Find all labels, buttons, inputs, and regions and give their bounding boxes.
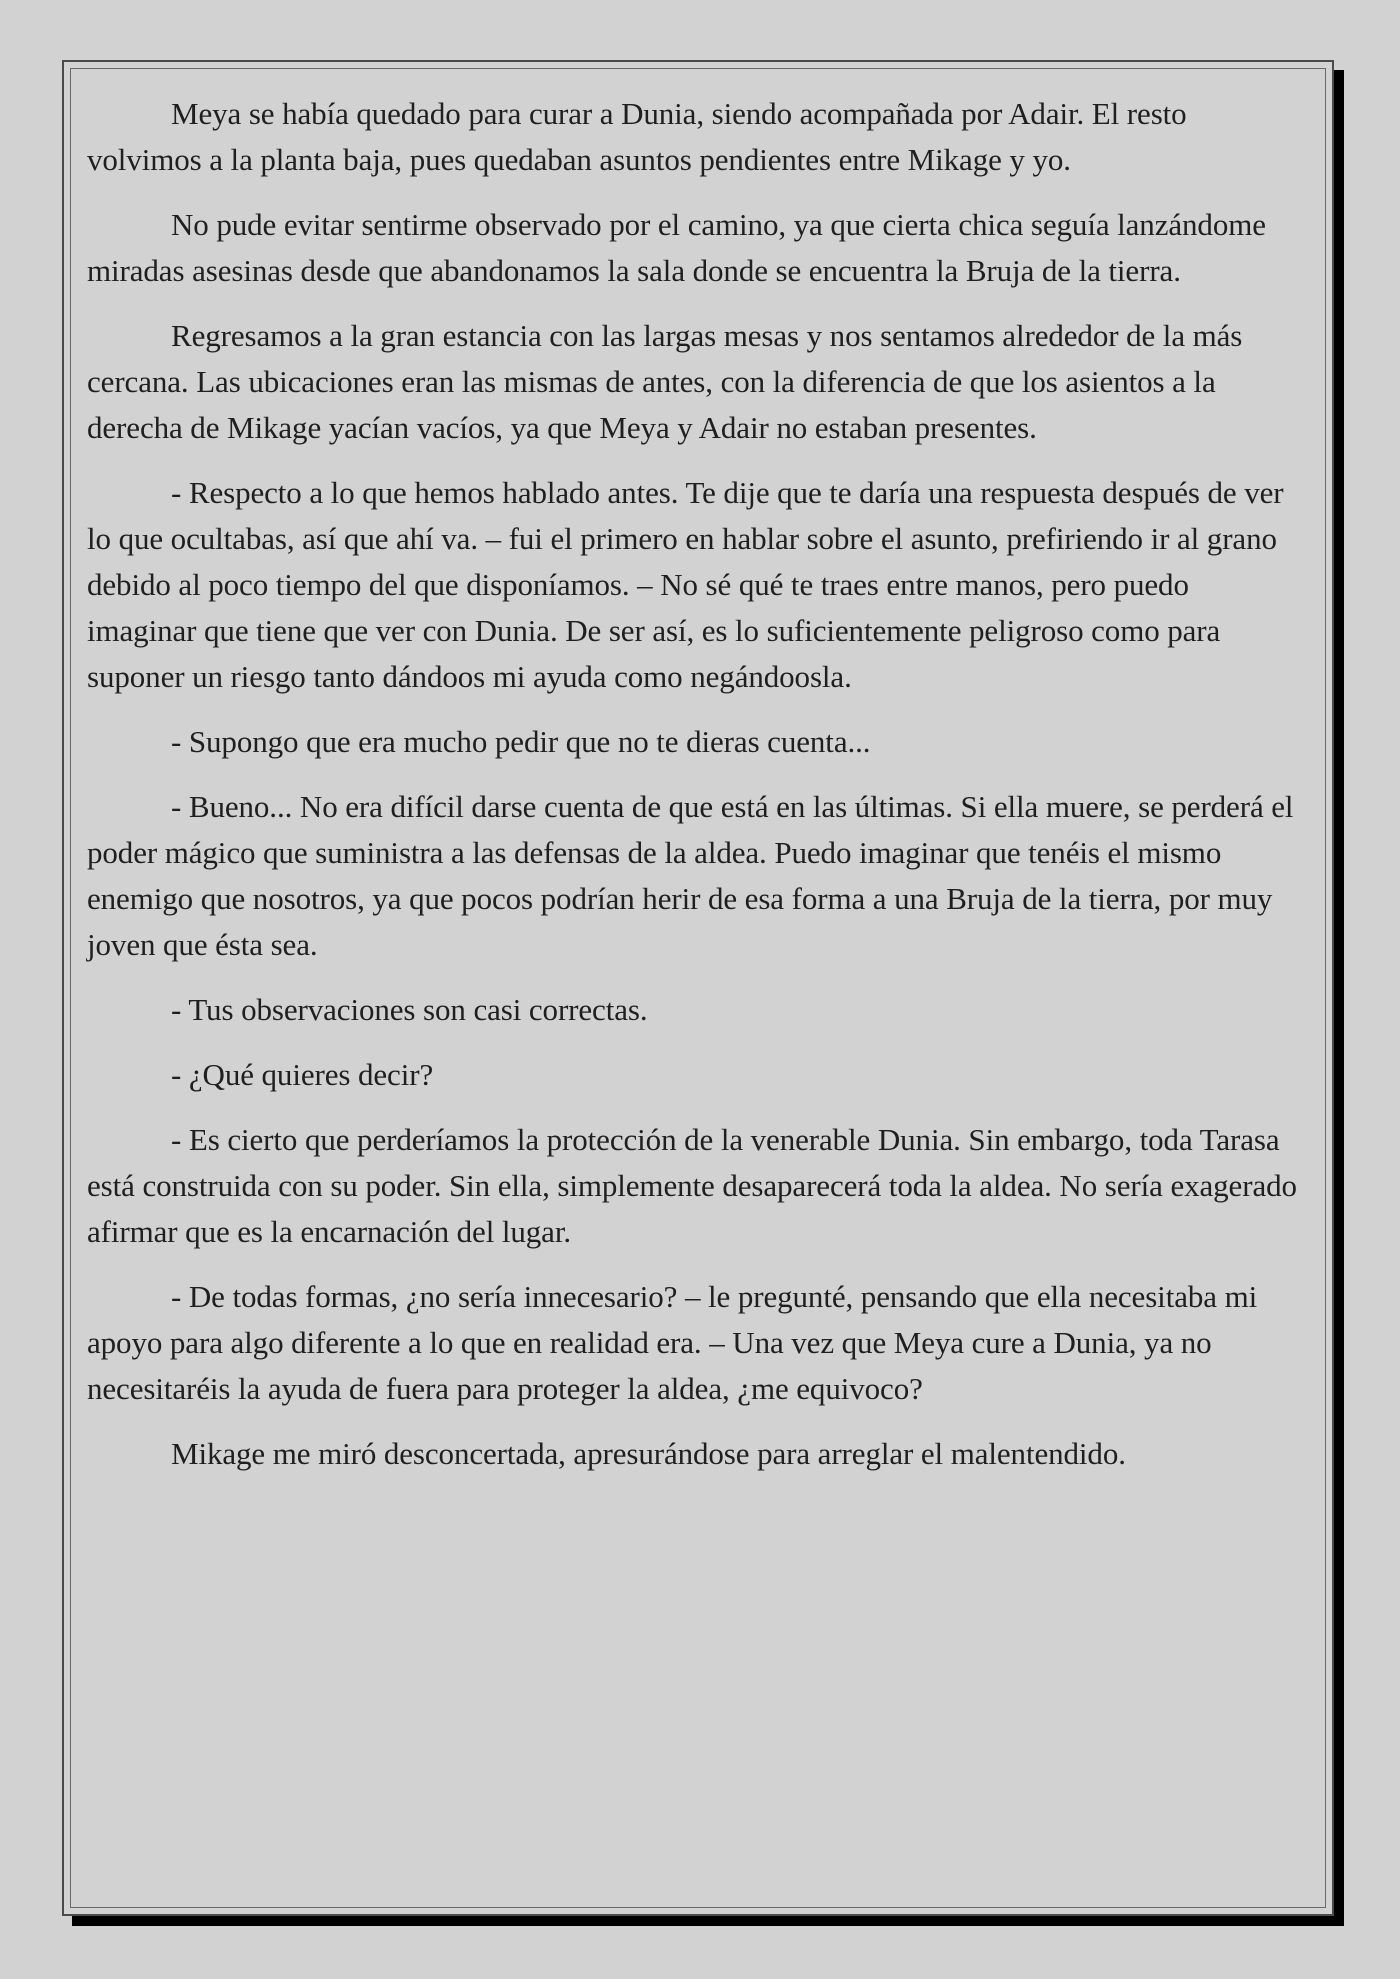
paragraph: Regresamos a la gran estancia con las largas mesas y nos sentamos alrededor de la más cercana. Las ubicaciones eran las mismas de antes, con la diferencia de que los asientos a la derecha de Mikage yacían vacíos, ya que Meya y Adair no estaban presentes. [87,318,1243,445]
paragraph: - Supongo que era mucho pedir que no te dieras cuenta... [171,724,871,759]
paragraph: - Tus observaciones son casi correctas. [171,992,648,1027]
paragraph: - De todas formas, ¿no sería innecesario? – le pregunté, pensando que ella necesitaba mi apoyo para algo diferente a lo que en realidad era. – Una vez que Meya cure a Dunia, ya no necesitaréis la ayuda de fuera para proteger la aldea, ¿me equivoco? [87,1279,1258,1406]
paragraph: - Bueno... No era difícil darse cuenta de que está en las últimas. Si ella muere, se perderá el poder mágico que suministra a las defensas de la aldea. Puedo imaginar que tenéis el mismo enemigo que nosotros, ya que pocos podrían herir de esa forma a una Bruja de la tierra, por muy joven que ésta sea. [87,789,1294,962]
page-text-area [70,68,1326,1908]
paragraph: - Es cierto que perderíamos la protección de la venerable Dunia. Sin embargo, toda Tarasa está construida con su poder. Sin ella, simplemente desaparecerá toda la aldea. No sería exagerado afirmar que es la encarnación del lugar. [87,1122,1297,1249]
paragraph: - Respecto a lo que hemos hablado antes. Te dije que te daría una respuesta después de ver lo que ocultabas, así que ahí va. – fui el primero en hablar sobre el asunto, prefiriendo ir al grano debido al poco tiempo del que disponíamos. – No sé qué te traes entre manos, pero puedo imaginar que tiene que ver con Dunia. De ser así, es lo suficientemente peligroso como para suponer un riesgo tanto dándoos mi ayuda como negándoosla. [87,475,1284,694]
paragraph: No pude evitar sentirme observado por el camino, ya que cierta chica seguía lanzándome miradas asesinas desde que abandonamos la sala donde se encuentra la Bruja de la tierra. [87,207,1266,288]
paragraph: Mikage me miró desconcertada, apresurándose para arreglar el malentendido. [171,1436,1126,1471]
paragraph: Meya se había quedado para curar a Dunia, siendo acompañada por Adair. El resto volvimos a la planta baja, pues quedaban asuntos pendientes entre Mikage y yo. [87,96,1187,177]
paragraph: - ¿Qué quieres decir? [171,1057,434,1092]
page-frame [62,60,1334,1916]
